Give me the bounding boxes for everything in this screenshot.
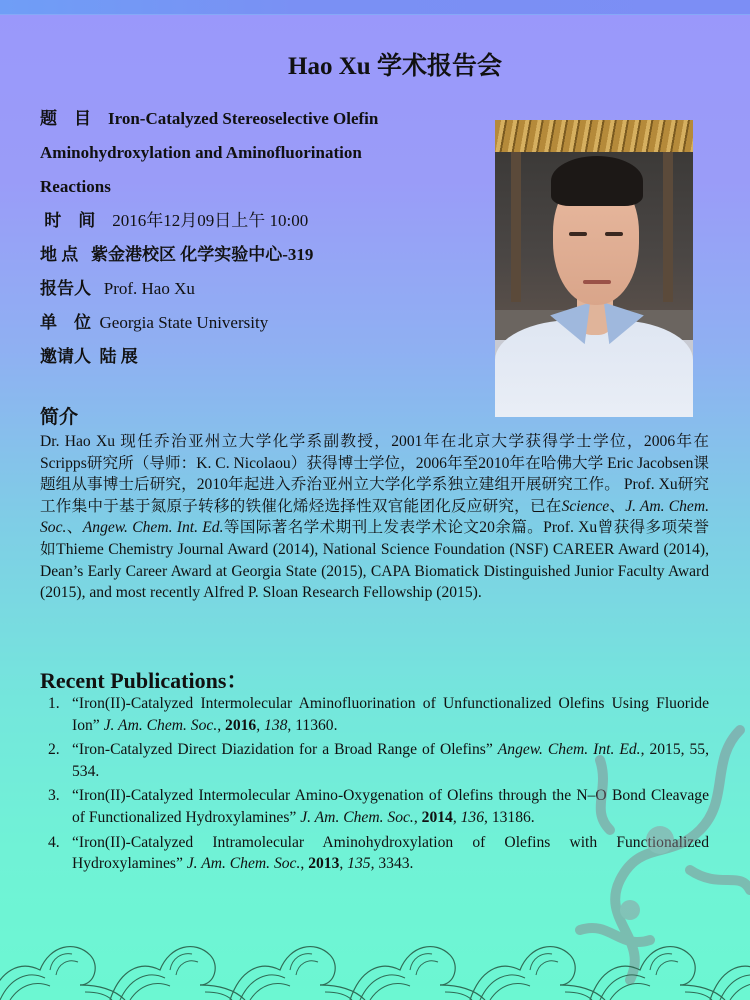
time-label: 时 间 [44,211,96,230]
intro-paragraph: Dr. Hao Xu 现任乔治亚州立大学化学系副教授，2001年在北京大学获得学士学位，2006年在 Scripps研究所（导师：K. C. Nicolaou）获得博士学位，2006年至2010年在哈佛大学 Eric Jacobsen课题组从事博士后研究，2010年起进入乔治亚州立大学化学系独立建组开展研究工作。 Prof. Xu研究工作集中于基于氮原子转移的铁催化烯烃选择性双官能团化反应研究，已在Science、J. Am. Chem. Soc.、Angew. Chem. Int. Ed.等国际著名学术期刊上发表学术论文20余篇。Prof. Xu曾获得多项荣誉如Thieme Chemistry Journal Award (2014), National Science Foundation (NSF) CAREER Award (2014), Dean’s Early Career Award at Georgia State (2015), CAPA Biomatick Distinguished Junior Faculty Award (2015), and most recently Alfred P. Sloan Research Fellowship (2015). [40,433,709,602]
publication-item: 3. “Iron(II)-Catalyzed Intermolecular Amino-Oxygenation of Olefins through the N–O Bond Cleavage of Functionalized Hydroxylamines” J. Am. Chem. Soc., 2014, 136, 13186. [48,787,709,826]
journal-angew: Angew. Chem. Int. Ed. [82,519,224,537]
intro-heading: 简介 [40,407,79,428]
place-value: 紫金港校区 化学实验中心-319 [91,245,314,264]
time-value: 2016年12月09日上午 10:00 [112,211,309,230]
publication-item: 4. “Iron(II)-Catalyzed Intramolecular Aminohydroxylation of Olefins with Functionalized Hydroxylamines” J. Am. Chem. Soc., 2013, 135, 3343. [48,833,709,873]
host-label: 邀请人 [40,347,91,366]
event-info [40,108,480,380]
affiliation-value: Georgia State University [99,313,269,332]
host-value: 陆 展 [99,347,138,366]
intro-text-2: 等国际著名学术期刊上发表学术论文20余篇。Prof. Xu曾获得多项荣誉如Thieme Chemistry Journal Award (2014), National Science Foundation (NSF) CAREER Award (2014), Dean’s Early Career Award at Georgia State (2015), CAPA Biomatick Distinguished Junior Faculty Award (2015), and most recently Alfred P. Sloan Research Fellowship (2015). [40,519,709,602]
speaker-value: Prof. Hao Xu [103,279,195,298]
host-row [40,346,480,368]
speaker-row [40,278,480,300]
publication-item: 1. “Iron(II)-Catalyzed Intermolecular Aminofluorination of Unfunctionalized Olefins Using Fluoride Ion” J. Am. Chem. Soc., 2016, 138, 11360. [48,695,709,734]
speaker-photo [495,120,693,417]
place-row [40,244,480,266]
topic-line1: Iron-Catalyzed Stereoselective Olefin [108,109,379,128]
affiliation-row [40,312,480,334]
publications-heading: Recent Publications： [40,668,249,693]
topic-line3: Reactions [40,177,111,196]
topic-line2: Aminohydroxylation and Aminofluorination [40,143,362,162]
publication-item: 2. “Iron-Catalyzed Direct Diazidation for a Broad Range of Olefins” Angew. Chem. Int. Ed., 2015, 55, 534. [48,741,709,780]
top-stripe [0,0,750,15]
speaker-label: 报告人 [40,279,91,298]
topic-label: 题 目 [40,109,91,128]
affiliation-label: 单 位 [40,313,91,332]
intro-text-1: Dr. Hao Xu 现任乔治亚州立大学化学系副教授，2001年在北京大学获得学士学位，2006年在 Scripps研究所（导师：K. C. Nicolaou）获得博士学位，2006年至2010年在哈佛大学 Eric Jacobsen课题组从事博士后研究，2010年起进入乔治亚州立大学化学系独立建组开展研究工作。 Prof. Xu研究工作集中于基于氮原子转移的铁催化烯烃选择性双官能团化反应研究，已在 [40,433,709,515]
topic-row [40,108,480,130]
place-label: 地 点 [40,245,79,264]
time-row [40,210,480,232]
page-title: Hao Xu 学术报告会 [288,53,502,80]
wave-border-decoration-icon [0,930,750,1000]
journal-jacs: J. Am. Chem. Soc. [40,497,709,537]
journal-science: Science [561,497,610,515]
